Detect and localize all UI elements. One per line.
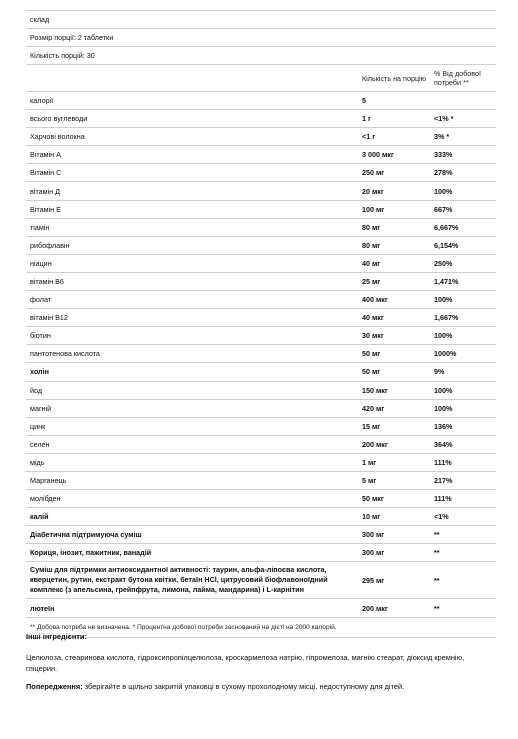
warning	[26, 681, 496, 692]
nutrient-amount: 1 мг	[362, 457, 377, 467]
nutrient-amount: 40 мкг	[362, 313, 384, 323]
table-title: склад	[30, 15, 50, 24]
nutrient-row	[26, 345, 496, 363]
nutrient-name: магній	[30, 403, 52, 413]
nutrient-name: Харчові волокна	[30, 132, 85, 142]
nutrient-daily-value: 111%	[434, 494, 452, 504]
table-title-row	[26, 11, 496, 29]
nutrient-name: Вітамін Е	[30, 204, 61, 214]
nutrient-daily-value: <1% *	[434, 114, 454, 124]
daily-value-column-header: % Від добової потреби **	[434, 69, 482, 87]
nutrient-row	[26, 400, 496, 418]
nutrient-name: вітамін В6	[30, 276, 64, 286]
nutrient-row	[26, 128, 496, 146]
other-ingredients-text: Целюлоза, стеаринова кислота, гідроксипропілцелюлоза, кроскармелоза натрію, гіпромелоза, магнію стеарат, діоксид кремнію, гліцерин.	[26, 653, 465, 673]
warning-label: Попередження:	[26, 682, 83, 691]
warning-text: зберігайте в щільно закритій упаковці в сухому прохолодному місці, недоступному для дітей.	[82, 682, 405, 691]
nutrient-amount: 80 мг	[362, 240, 381, 250]
nutrient-row	[26, 454, 496, 472]
nutrient-amount: 80 мг	[362, 222, 381, 232]
nutrient-daily-value: 3% *	[434, 132, 450, 142]
lutein-row	[26, 599, 496, 618]
nutrient-name: калорії	[30, 96, 54, 106]
nutrient-name: Вітамін С	[30, 168, 62, 178]
nutrient-name: калій	[30, 512, 49, 522]
nutrient-row	[26, 382, 496, 400]
nutrient-amount: 150 мкг	[362, 385, 388, 395]
nutrient-name: ніацин	[30, 258, 52, 268]
nutrient-daily-value: 217%	[434, 476, 453, 486]
nutrient-amount: 10 мг	[362, 512, 381, 522]
serving-size: Розмір порції: 2 таблетки	[30, 33, 114, 42]
nutrient-amount: 1 г	[362, 114, 371, 124]
nutrient-rows	[26, 92, 496, 562]
nutrient-name: рибофлавін	[30, 240, 70, 250]
nutrient-name: фолат	[30, 295, 52, 305]
nutrient-name: всього вуглеводи	[30, 114, 88, 124]
nutrient-row	[26, 201, 496, 219]
nutrient-row	[26, 255, 496, 273]
nutrient-daily-value: <1%	[434, 512, 449, 522]
nutrient-amount: 420 мг	[362, 403, 385, 413]
nutrient-daily-value: 1,667%	[434, 313, 459, 323]
nutrient-daily-value: 6,154%	[434, 240, 459, 250]
nutrient-name: йод	[30, 385, 43, 395]
nutrient-amount: 3 000 мкг	[362, 150, 394, 160]
nutrient-row	[26, 110, 496, 128]
nutrient-daily-value: 100%	[434, 295, 453, 305]
column-header-row	[26, 65, 496, 92]
nutrient-row	[26, 291, 496, 309]
nutrient-amount: 50 мг	[362, 349, 381, 359]
nutrient-row	[26, 436, 496, 454]
nutrient-daily-value: 250%	[434, 258, 453, 268]
lutein-daily: **	[434, 603, 440, 613]
serving-size-row	[26, 29, 496, 47]
nutrient-amount: 20 мкг	[362, 186, 384, 196]
nutrient-row	[26, 219, 496, 237]
nutrient-daily-value: 136%	[434, 421, 453, 431]
nutrient-amount: 25 мг	[362, 276, 381, 286]
nutrient-daily-value: 9%	[434, 367, 445, 377]
nutrient-daily-value: 667%	[434, 204, 453, 214]
nutrient-daily-value: 6,667%	[434, 222, 459, 232]
nutrient-daily-value: **	[434, 548, 440, 558]
nutrient-daily-value: 1000%	[434, 349, 457, 359]
nutrient-daily-value: **	[434, 530, 440, 540]
nutrient-name: Вітамін А	[30, 150, 61, 160]
footnote: ** Добова потреба не визначена. * Процентна добової потреби заснований на дієті на 2000 калорій.	[26, 618, 496, 638]
nutrient-row	[26, 472, 496, 490]
nutrient-name: цинк	[30, 421, 46, 431]
nutrient-row	[26, 526, 496, 544]
nutrient-row	[26, 418, 496, 436]
nutrient-name: селен	[30, 439, 50, 449]
nutrient-name: Марганець	[30, 476, 67, 486]
nutrient-amount: 30 мкг	[362, 331, 384, 341]
antioxidant-blend-daily: **	[434, 575, 440, 585]
nutrient-daily-value: 333%	[434, 150, 453, 160]
nutrient-amount: 5 мг	[362, 476, 377, 486]
nutrient-row	[26, 544, 496, 562]
antioxidant-blend-name: Суміш для підтримки антиоксидантної активності: таурин, альфа-ліпоєва кислота, кверцетин, рутин, екстракт бутона квітки, бетаїн HCl, цитрусовий біофлавоноїдний комплекс (з апельсина, грейпфрута, лимона, лайма, мандарина) і L-карнітин	[30, 565, 328, 595]
nutrient-row	[26, 490, 496, 508]
amount-column-header: Кількість на порцію	[362, 73, 427, 83]
nutrient-daily-value: 1,471%	[434, 276, 459, 286]
nutrient-row	[26, 146, 496, 164]
nutrient-row	[26, 508, 496, 526]
nutrient-amount: 250 мг	[362, 168, 385, 178]
nutrient-row	[26, 182, 496, 200]
nutrient-amount: 200 мкг	[362, 439, 388, 449]
nutrient-amount: 100 мг	[362, 204, 385, 214]
antioxidant-blend-row	[26, 562, 496, 599]
nutrient-name: мідь	[30, 457, 45, 467]
nutrient-daily-value: 100%	[434, 186, 453, 196]
nutrient-row	[26, 327, 496, 345]
nutrient-row	[26, 363, 496, 381]
nutrient-name: пантотенова кислота	[30, 349, 100, 359]
nutrient-name: молібден	[30, 494, 61, 504]
nutrient-name: вітамін В12	[30, 313, 68, 323]
nutrient-amount: 50 мкг	[362, 494, 384, 504]
servings-count: Кількість порцій: 30	[30, 51, 95, 60]
nutrient-amount: 5	[362, 96, 366, 106]
nutrient-daily-value: 364%	[434, 439, 453, 449]
nutrient-name: Кориця, інозит, пажитник, ванадій	[30, 548, 152, 558]
nutrient-name: тіамін	[30, 222, 50, 232]
nutrient-name: Діабетична підтримуюча суміш	[30, 530, 142, 540]
nutrient-name: вітамін Д	[30, 186, 60, 196]
antioxidant-blend-amount: 295 мг	[362, 575, 385, 585]
nutrient-amount: 50 мг	[362, 367, 381, 377]
lutein-name: лютеїн	[30, 603, 55, 613]
nutrient-amount: <1 г	[362, 132, 376, 142]
nutrient-name: біотин	[30, 331, 51, 341]
nutrient-amount: 400 мкг	[362, 295, 388, 305]
nutrient-daily-value: 100%	[434, 403, 453, 413]
nutrient-amount: 300 мг	[362, 548, 385, 558]
nutrient-daily-value: 100%	[434, 331, 453, 341]
lutein-amount: 200 мкг	[362, 603, 388, 613]
nutrient-row	[26, 92, 496, 110]
nutrient-row	[26, 164, 496, 182]
nutrient-row	[26, 309, 496, 327]
nutrient-daily-value: 100%	[434, 385, 453, 395]
nutrient-amount: 40 мг	[362, 258, 381, 268]
nutrient-row	[26, 237, 496, 255]
nutrient-row	[26, 273, 496, 291]
nutrient-amount: 15 мг	[362, 421, 381, 431]
nutrient-daily-value: 111%	[434, 457, 452, 467]
nutrient-daily-value: 278%	[434, 168, 453, 178]
other-ingredients-title: Інші інгредієнти:	[26, 632, 87, 641]
nutrient-name: холін	[30, 367, 49, 377]
supplement-facts-table	[26, 10, 496, 638]
servings-count-row	[26, 47, 496, 65]
nutrient-amount: 300 мг	[362, 530, 385, 540]
